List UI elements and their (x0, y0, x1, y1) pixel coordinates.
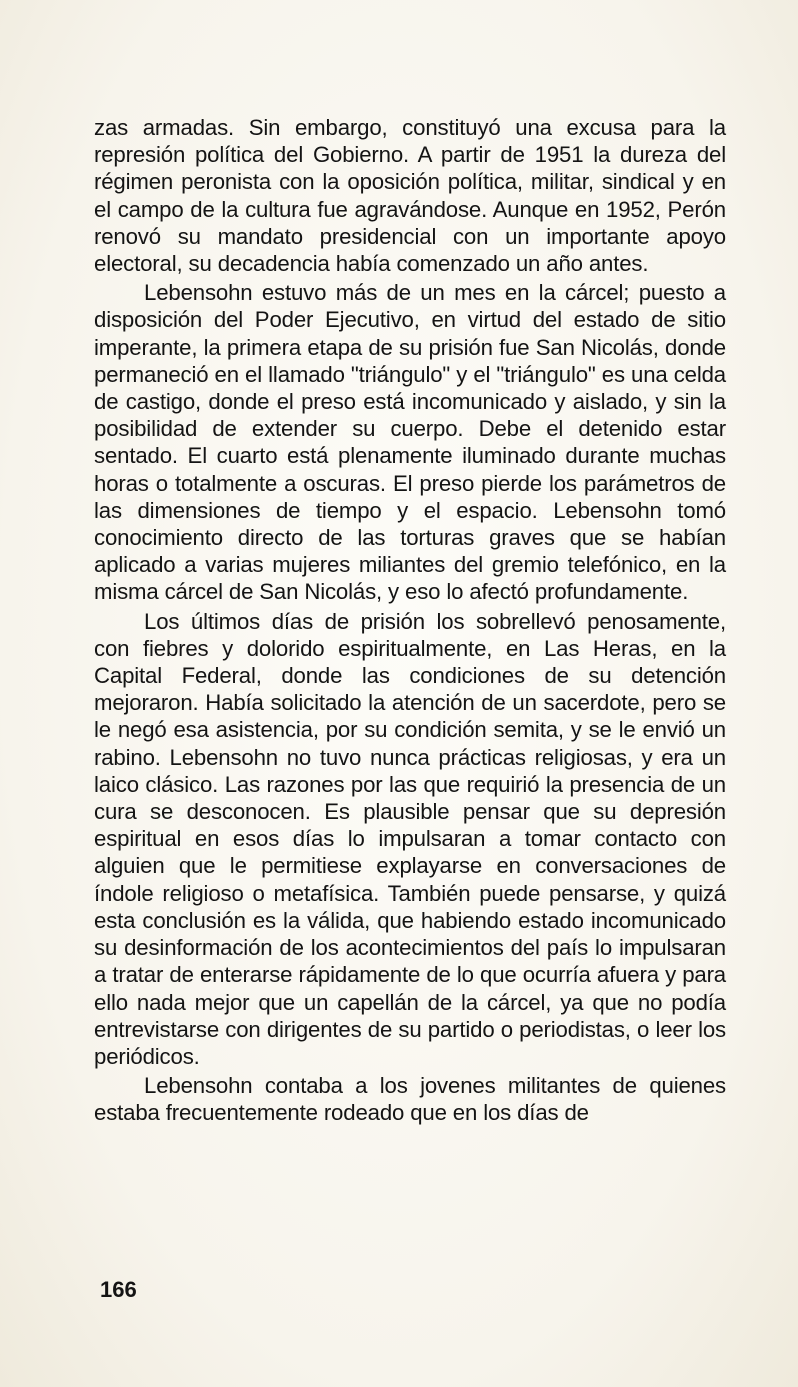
paragraph-1: zas armadas. Sin embargo, constituyó una excusa para la represión política del Gobierno. A partir de 1951 la dureza del régimen peronista con la oposición política, militar, sindical y en el campo de la cultura fue agravándose. Aunque en 1952, Perón renovó su mandato presidencial con un importante apoyo electoral, su decadencia había comenzado un año antes. (94, 115, 726, 277)
page-number: 166 (100, 1277, 137, 1302)
body-text (94, 114, 726, 1127)
paragraph-4: Lebensohn contaba a los jovenes militantes de quienes estaba frecuentemente rodeado que en los días de (94, 1073, 726, 1126)
paragraph-2: Lebensohn estuvo más de un mes en la cárcel; puesto a disposición del Poder Ejecutivo, en virtud del estado de sitio imperante, la primera etapa de su prisión fue San Nicolás, donde permaneció en el llamado "triángulo" y el "triángulo" es una celda de castigo, donde el preso está incomunicado y aislado, y sin la posibilidad de extender su cuerpo. Debe el detenido estar sentado. El cuarto está plenamente iluminado durante muchas horas o totalmente a oscuras. El preso pierde los parámetros de las dimensiones de tiempo y el espacio. Lebensohn tomó conocimiento directo de las torturas graves que se habían aplicado a varias mujeres miliantes del gremio telefónico, en la misma cárcel de San Nicolás, y eso lo afectó profundamente. (94, 280, 726, 605)
paragraph-3: Los últimos días de prisión los sobrellevó penosamente, con fiebres y dolorido espiritualmente, en Las Heras, en la Capital Federal, donde las condiciones de su detención mejoraron. Había solicitado la atención de un sacerdote, pero se le negó esa asistencia, por su condición semita, y se le envió un rabino. Lebensohn no tuvo nunca prácticas religiosas, y era un laico clásico. Las razones por las que requirió la presencia de un cura se desconocen. Es plausible pensar que su depresión espiritual en esos días lo impulsaran a tomar contacto con alguien que le permitiese explayarse en conversaciones de índole religioso o metafísica. También puede pensarse, y quizá esta conclusión es la válida, que habiendo estado incomunicado su desinformación de los acontecimientos del país lo impulsaran a tratar de enterarse rápidamente de lo que ocurría afuera y para ello nada mejor que un capellán de la cárcel, ya que no podía entrevistarse con dirigentes de su partido o periodistas, o leer los periódicos. (94, 608, 726, 1069)
